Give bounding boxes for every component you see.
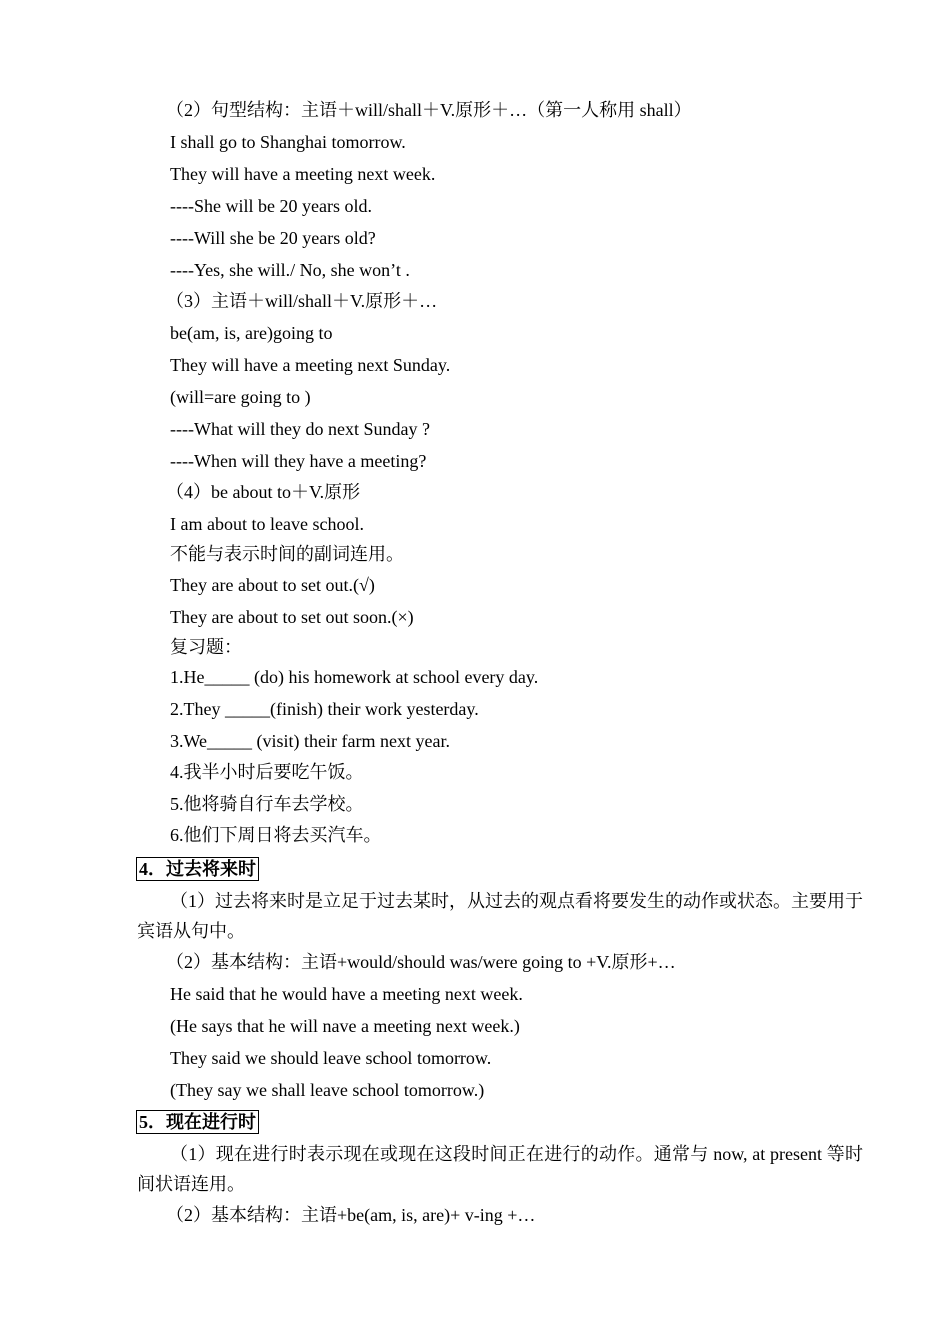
example-line: They will have a meeting next week.: [170, 164, 436, 184]
structure-line: （3）主语＋will/shall＋V.原形＋…: [166, 291, 438, 311]
example-line: ----Yes, she will./ No, she won’t .: [170, 260, 410, 280]
section-5-paragraph: （1）现在进行时表示现在或现在这段时间正在进行的动作。通常与 now, at present 等时间状语连用。: [137, 1144, 863, 1194]
example-line: I am about to leave school.: [170, 514, 364, 534]
structure-line: （2）基本结构：主语+would/should was/were going to +V.原形+…: [166, 952, 676, 972]
example-line: be(am, is, are)going to: [170, 323, 333, 343]
example-line: They are about to set out soon.(×): [170, 607, 414, 627]
note-line: 不能与表示时间的副词连用。: [170, 544, 404, 564]
example-line: They said we should leave school tomorrow.: [170, 1048, 492, 1068]
exercise-item: 2.They _____(finish) their work yesterday.: [170, 699, 479, 719]
example-line: They are about to set out.(√): [170, 575, 375, 595]
exercise-item: 4.我半小时后要吃午饭。: [170, 762, 364, 782]
example-line: He said that he would have a meeting next week.: [170, 984, 523, 1004]
example-line: ----Will she be 20 years old?: [170, 228, 376, 248]
exercise-item: 3.We_____ (visit) their farm next year.: [170, 731, 450, 751]
example-line: (will=are going to ): [170, 387, 311, 407]
sentence-structure-line: （2）句型结构：主语＋will/shall＋V.原形＋…（第一人称用 shall）: [166, 100, 692, 120]
example-line: ----She will be 20 years old.: [170, 196, 372, 216]
exercise-item: 6.他们下周日将去买汽车。: [170, 825, 382, 845]
example-line: I shall go to Shanghai tomorrow.: [170, 132, 406, 152]
exercise-item: 1.He_____ (do) his homework at school every day.: [170, 667, 539, 687]
section-heading-5: 5．现在进行时: [136, 1110, 259, 1134]
exercise-item: 5.他将骑自行车去学校。: [170, 794, 364, 814]
example-line: ----When will they have a meeting?: [170, 451, 427, 471]
example-line: ----What will they do next Sunday ?: [170, 419, 430, 439]
structure-line: （4）be about to＋V.原形: [166, 482, 361, 502]
example-line: (He says that he will nave a meeting next week.): [170, 1016, 520, 1036]
example-line: (They say we shall leave school tomorrow.): [170, 1080, 485, 1100]
section-4-paragraph: （1）过去将来时是立足于过去某时，从过去的观点看将要发生的动作或状态。主要用于宾语从句中。: [137, 891, 863, 941]
section-heading-4: 4．过去将来时: [136, 857, 259, 881]
example-line: They will have a meeting next Sunday.: [170, 355, 451, 375]
structure-line: （2）基本结构：主语+be(am, is, are)+ v-ing +…: [166, 1205, 536, 1225]
review-title: 复习题：: [170, 637, 242, 657]
